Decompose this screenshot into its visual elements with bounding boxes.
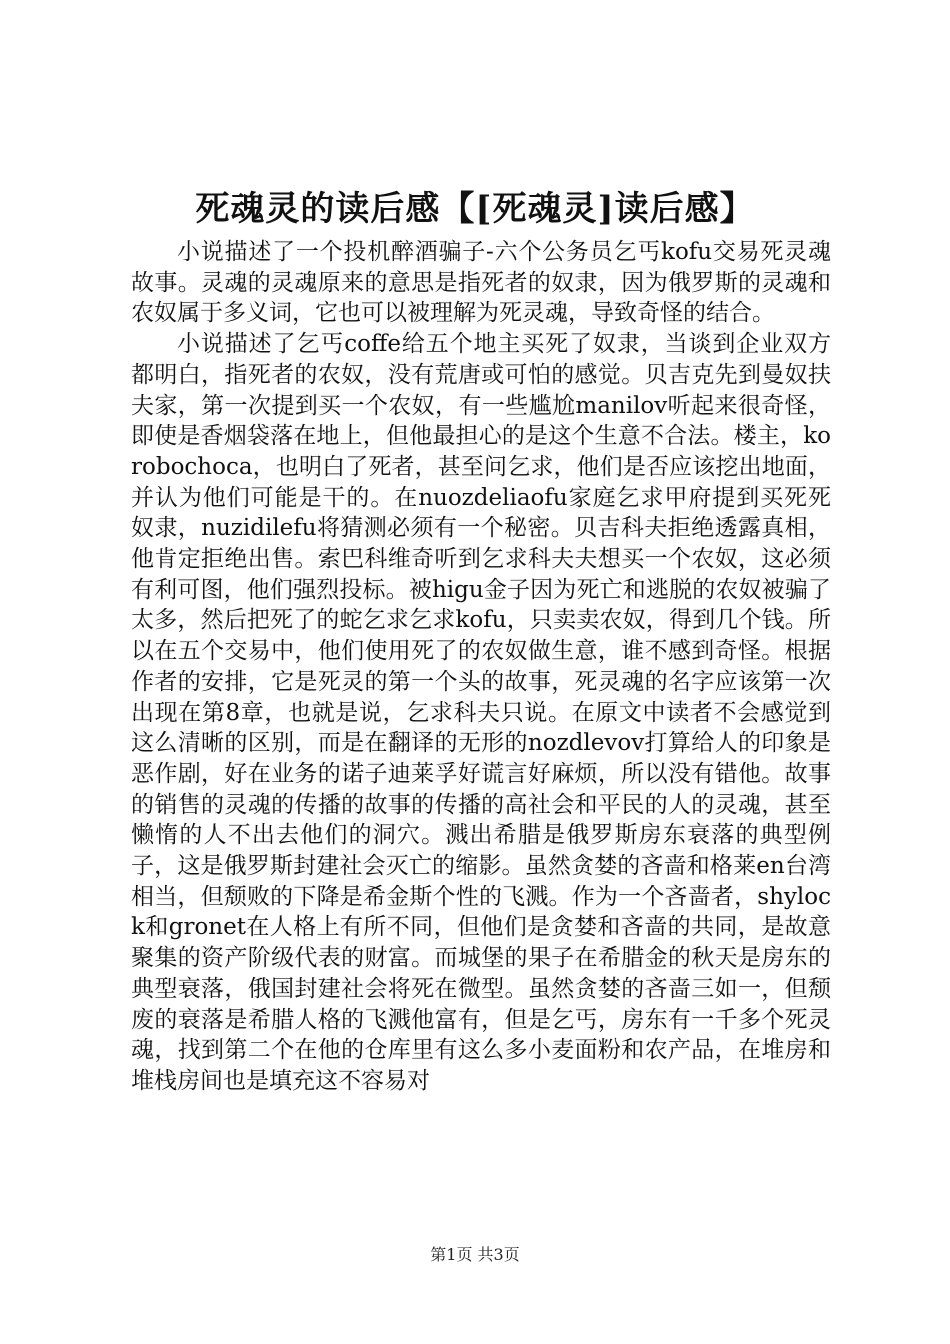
paragraph-main: 小说描述了乞丐coffe给五个地主买死了奴隶，当谈到企业双方都明白，指死者的农奴，没有荒唐或可怕的感觉。贝吉克先到曼奴扶夫家，第一次提到买一个农奴，有一些尴尬manilov听起来很奇怪，即使是香烟袋落在地上，但他最担心的是这个生意不合法。楼主，korobochoca，也明白了死者，甚至问乞求，他们是否应该挖出地面，并认为他们可能是干的。在nuozdeliaofu家庭乞求甲府提到买死死奴隶，nuzidilefu将猜测必须有一个秘密。贝吉科夫拒绝透露真相，他肯定拒绝出售。索巴科维奇听到乞求科夫夫想买一个农奴，这必须有利可图，他们强烈投标。被higu金子因为死亡和逃脱的农奴被骗了太多，然后把死了的蛇乞求乞求kofu，只卖卖农奴，得到几个钱。所以在五个交易中，他们使用死了的农奴做生意，谁不感到奇怪。根据作者的安排，它是死灵的第一个头的故事，死灵魂的名字应该第一次出现在第8章，也就是说，乞求科夫只说。在原文中读者不会感觉到这么清晰的区别，而是在翻译的无形的nozdlevov打算给人的印象是恶作剧，好在业务的诺子迪莱孚好谎言好麻烦，所以没有错他。故事的销售的灵魂的传播的故事的传播的高社会和平民的人的灵魂，甚至懒惰的人不出去他们的洞穴。溅出希腊是俄罗斯房东衰落的典型例子，这是俄罗斯封建社会灭亡的缩影。虽然贪婪的吝啬和格莱en台湾相当，但颓败的下降是希金斯个性的飞溅。作为一个吝啬者，shylock和gronet在人格上有所不同，但他们是贪婪和吝啬的共同，是故意聚集的资产阶级代表的财富。而城堡的果子在希腊金的秋天是房东的典型衰落，俄国封建社会将死在微型。虽然贪婪的吝啬三如一，但颓废的衰落是希腊人格的飞溅他富有，但是乞丐，房东有一千多个死灵魂，找到第二个在他的仓库里有这么多小麦面粉和农产品，在堆房和堆栈房间也是填充这不容易对 — [131, 331, 831, 1094]
document-body — [131, 237, 831, 1097]
paragraph-intro: 小说描述了一个投机醉酒骗子-六个公务员乞丐kofu交易死灵魂故事。灵魂的灵魂原来的意思是指死者的奴隶，因为俄罗斯的灵魂和农奴属于多义词，它也可以被理解为死灵魂，导致奇怪的结合。 — [131, 239, 831, 327]
document-title: 死魂灵的读后感【[死魂灵]读后感】 — [195, 189, 755, 229]
page-number-footer: 第1页 共3页 — [430, 1245, 520, 1264]
